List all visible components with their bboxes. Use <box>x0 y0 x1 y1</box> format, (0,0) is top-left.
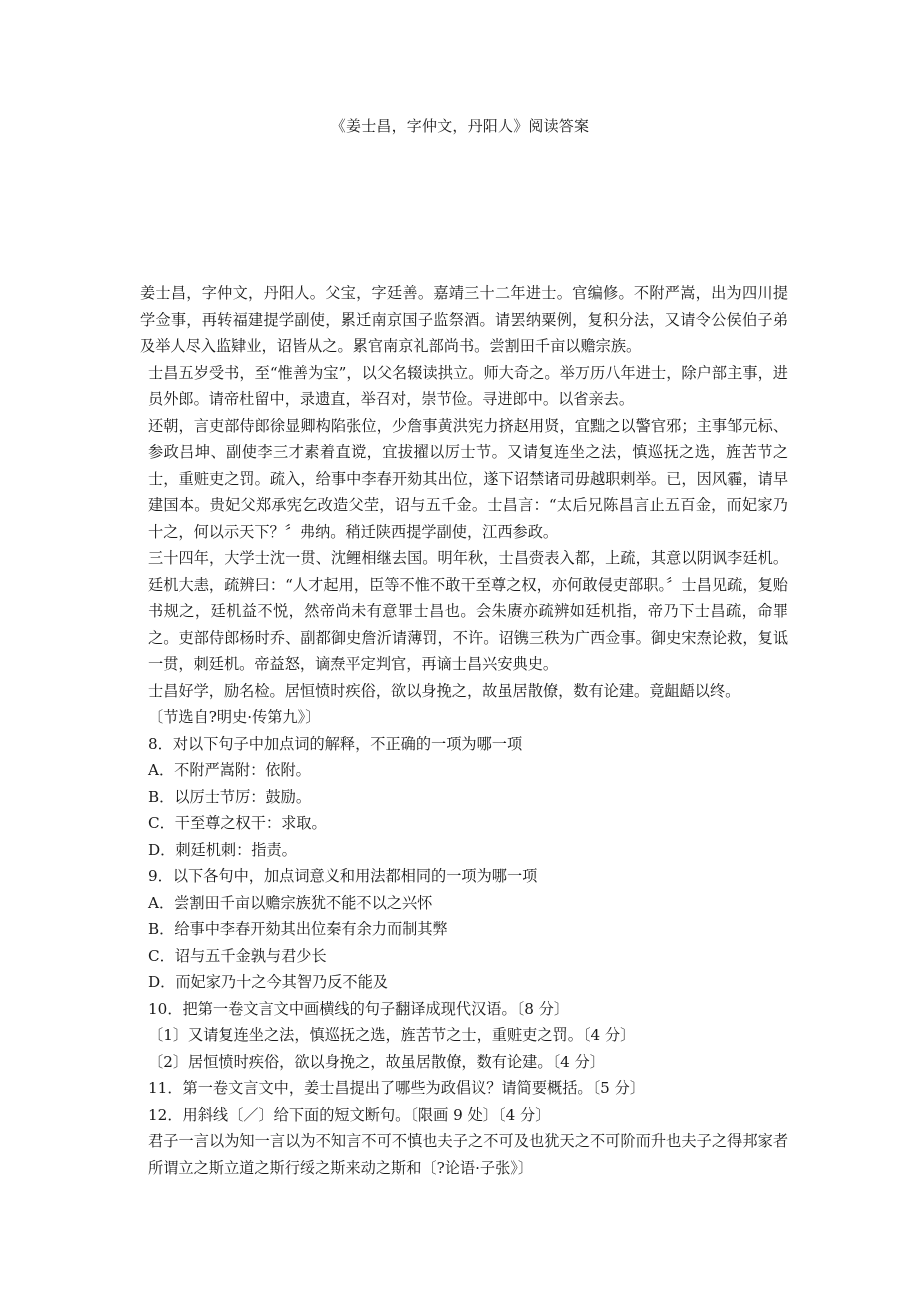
question-11: 11．第一卷文言文中，姜士昌提出了哪些为政倡议？请简要概括。〔5 分〕 <box>148 1079 646 1097</box>
source-citation: 〔节选自?明史·传第九》〕 <box>148 708 321 726</box>
passage-paragraph-4: 三十四年，大学士沈一贯、沈鲤相继去国。明年秋，士昌赍表入都，上疏，其意以阴讽李廷机。廷机大恚，疏辨曰：“人才起用，臣等不惟不敢干至尊之权，亦何敢侵吏部职。〞士昌见疏，复贻书规之，廷机益不悦，然帝尚未有意罪士昌也。会朱赓亦疏辨如廷机指，帝乃下士昌疏，命罪之。吏部侍郎杨时乔、副都御史詹沂请薄罚，不许。诏镌三秩为广西佥事。御史宋焘论救，复诋一贯，刺廷机。帝益怒，谪焘平定判官，再谪士昌兴安典史。 <box>148 549 788 673</box>
passage-paragraph-1: 姜士昌，字仲文，丹阳人。父宝，字廷善。嘉靖三十二年进士。官编修。不附严嵩，出为四川提学佥事，再转福建提学副使，累迁南京国子监祭酒。请罢纳粟例，复积分法，又请令公侯伯子弟及举人尽入监肄业，诏皆从之。累官南京礼部尚书。尝割田千亩以赡宗族。 <box>140 284 788 355</box>
question-10-part-2: 〔2〕居恒愤时疾俗，欲以身挽之，故虽居散僚，数有论建。〔4 分〕 <box>148 1052 605 1071</box>
question-9-option-d: D．而妃家乃十之今其智乃反不能及 <box>148 973 388 991</box>
question-9-option-b: B．给事中李春开劾其出位秦有余力而制其弊 <box>148 920 448 938</box>
passage-paragraph-3: 还朝，言吏部侍郎徐显卿构陷张位，少詹事黄洪宪力挤赵用贤，宜黜之以警官邪；主事邹元标、参政吕坤、副使李三才素着直谠，宜拔擢以厉士节。又请复连坐之法，慎巡抚之选，旌苦节之士，重赃吏之罚。疏入，给事中李春开劾其出位，遂下诏禁诸司毋越职剌举。已，因风霾，请早建国本。贵妃父郑承宪乞改造父茔，诏与五千金。士昌言：“太后兄陈昌言止五百金，而妃家乃十之，何以示天下？〞弗纳。稍迁陕西提学副使，江西参政。 <box>148 416 788 541</box>
question-10: 10．把第一卷文言文中画横线的句子翻译成现代汉语。〔8 分〕 <box>148 999 570 1018</box>
question-8-option-d: D．刺廷机刺：指责。 <box>148 840 297 859</box>
question-8-option-a: A．不附严嵩附：依附。 <box>148 761 311 779</box>
question-10-part-1: 〔1〕又请复连坐之法，慎巡抚之选，旌苦节之士，重赃吏之罚。〔4 分〕 <box>148 1026 636 1044</box>
passage-paragraph-5: 士昌好学，励名检。居恒愤时疾俗，欲以身挽之，故虽居散僚，数有论建。竟龃龉以终。 <box>148 681 741 700</box>
question-9-option-c: C．诏与五千金孰与君少长 <box>148 946 327 965</box>
document-title: 《姜士昌，字仲文，丹阳人》阅读答案 <box>330 117 590 135</box>
question-8-option-b: B．以厉士节厉：鼓励。 <box>148 787 312 806</box>
question-8-option-c: C．干至尊之权干：求取。 <box>148 814 327 832</box>
document-body <box>140 280 788 1181</box>
punctuation-exercise-text: 君子一言以为知一言以为不知言不可不慎也夫子之不可及也犹天之不可阶而升也夫子之得邦家者所谓立之斯立道之斯行绥之斯来动之斯和〔?论语·子张》〕 <box>148 1132 788 1177</box>
question-12: 12．用斜线〔／〕给下面的短文断句。〔限画 9 处〕〔4 分〕 <box>148 1105 551 1124</box>
question-8: 8．对以下句子中加点词的解释，不正确的一项为哪一项 <box>148 734 523 753</box>
passage-paragraph-2: 士昌五岁受书，至“惟善为宝”，以父名辍读拱立。师大奇之。举万历八年进士，除户部主事，进员外郎。请帝杜留中，录遗直，举召对，崇节俭。寻进郎中。以省亲去。 <box>148 363 788 408</box>
question-9: 9．以下各句中，加点词意义和用法都相同的一项为哪一项 <box>148 867 538 885</box>
question-9-option-a: A．尝割田千亩以赡宗族犹不能不以之兴怀 <box>148 893 433 912</box>
